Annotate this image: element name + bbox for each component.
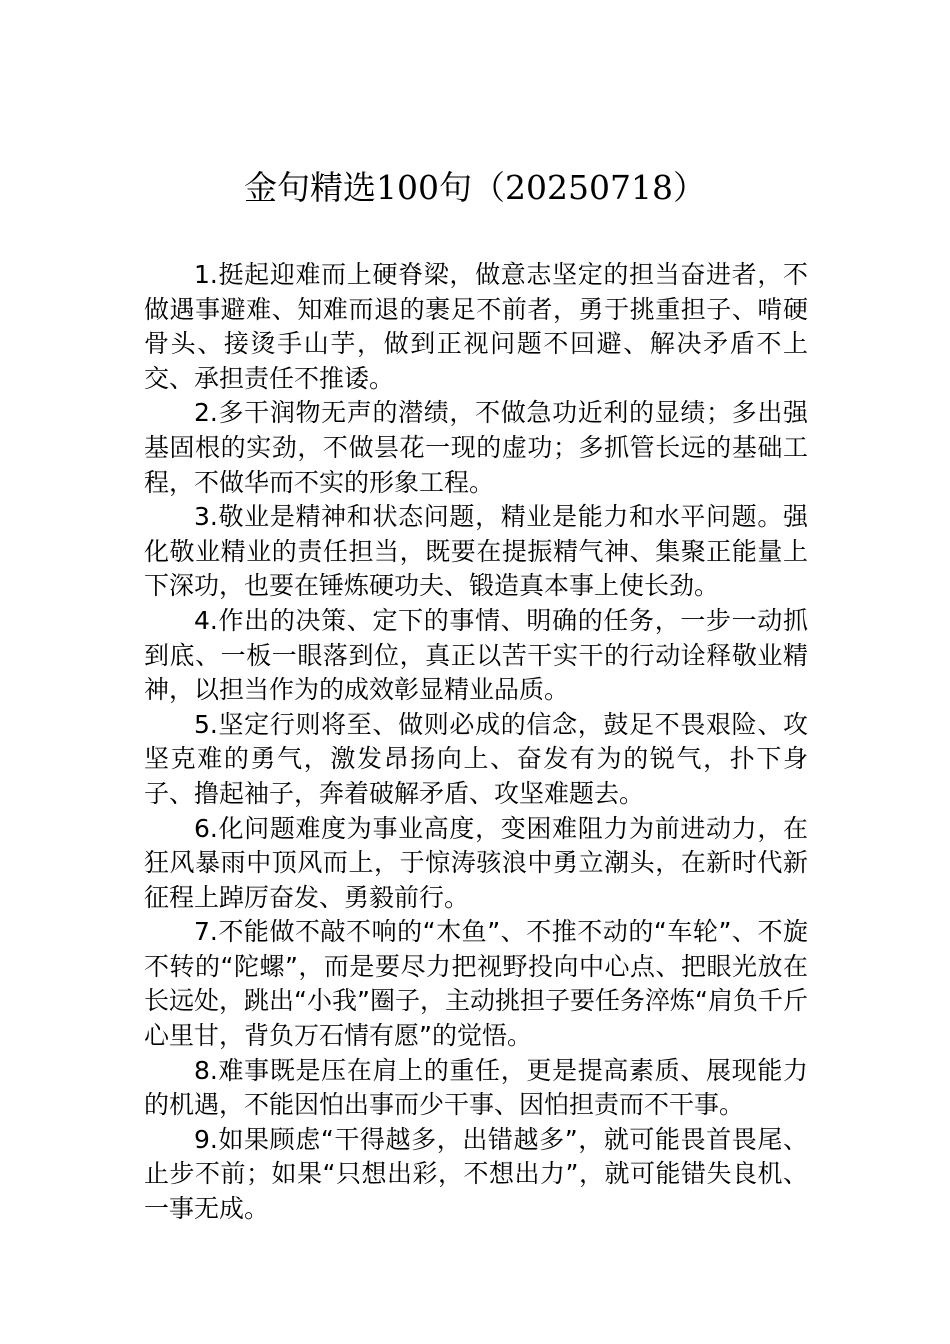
paragraph-4: 4.作出的决策、定下的事情、明确的任务，一步一动抓到底、一板一眼落到位，真正以苦干实干的行动诠释敬业精神，以担当作为的成效彰显精业品质。 — [144, 605, 808, 705]
paragraph-8: 8.难事既是压在肩上的重任，更是提高素质、展现能力的机遇，不能因怕出事而少干事、因怕担责而不干事。 — [144, 1055, 808, 1120]
paragraph-6: 6.化问题难度为事业高度，变困难阻力为前进动力，在狂风暴雨中顶风而上，于惊涛骇浪中勇立潮头，在新时代新征程上踔厉奋发、勇毅前行。 — [144, 813, 808, 912]
paragraph-7: 7.不能做不敲不响的“木鱼”、不推不动的“车轮”、不旋不转的“陀螺”，而是要尽力把视野投向中心点、把眼光放在长远处，跳出“小我”圈子，主动挑担子要任务淬炼“肩负千斤心里甘，背负万石情有愿”的觉悟。 — [144, 917, 808, 1051]
paragraph-3: 3.敬业是精神和状态问题，精业是能力和水平问题。强化敬业精业的责任担当，既要在提振精气神、集聚正能量上下深功，也要在锤炼硬功夫、锻造真本事上使长劲。 — [144, 502, 808, 601]
document-body — [144, 258, 808, 1227]
paragraph-9: 9.如果顾虑“干得越多，出错越多”，就可能畏首畏尾、止步不前；如果“只想出彩，不想出力”，就可能错失良机、一事无成。 — [144, 1124, 808, 1224]
paragraph-5: 5.坚定行则将至、做则必成的信念，鼓足不畏艰险、攻坚克难的勇气，激发昂扬向上、奋发有为的锐气，扑下身子、撸起袖子，奔着破解矛盾、攻坚难题去。 — [144, 709, 808, 808]
paragraph-2: 2.多干润物无声的潜绩，不做急功近利的显绩；多出强基固根的实劲，不做昙花一现的虚功；多抓管长远的基础工程，不做华而不实的形象工程。 — [144, 398, 808, 497]
document-title: 金句精选100句（20250718） — [244, 168, 706, 207]
paragraph-1: 1.挺起迎难而上硬脊梁，做意志坚定的担当奋进者，不做遇事避难、知难而退的裹足不前者，勇于挑重担子、啃硬骨头、接烫手山芋，做到正视问题不回避、解决矛盾不上交、承担责任不推诿。 — [144, 260, 808, 393]
